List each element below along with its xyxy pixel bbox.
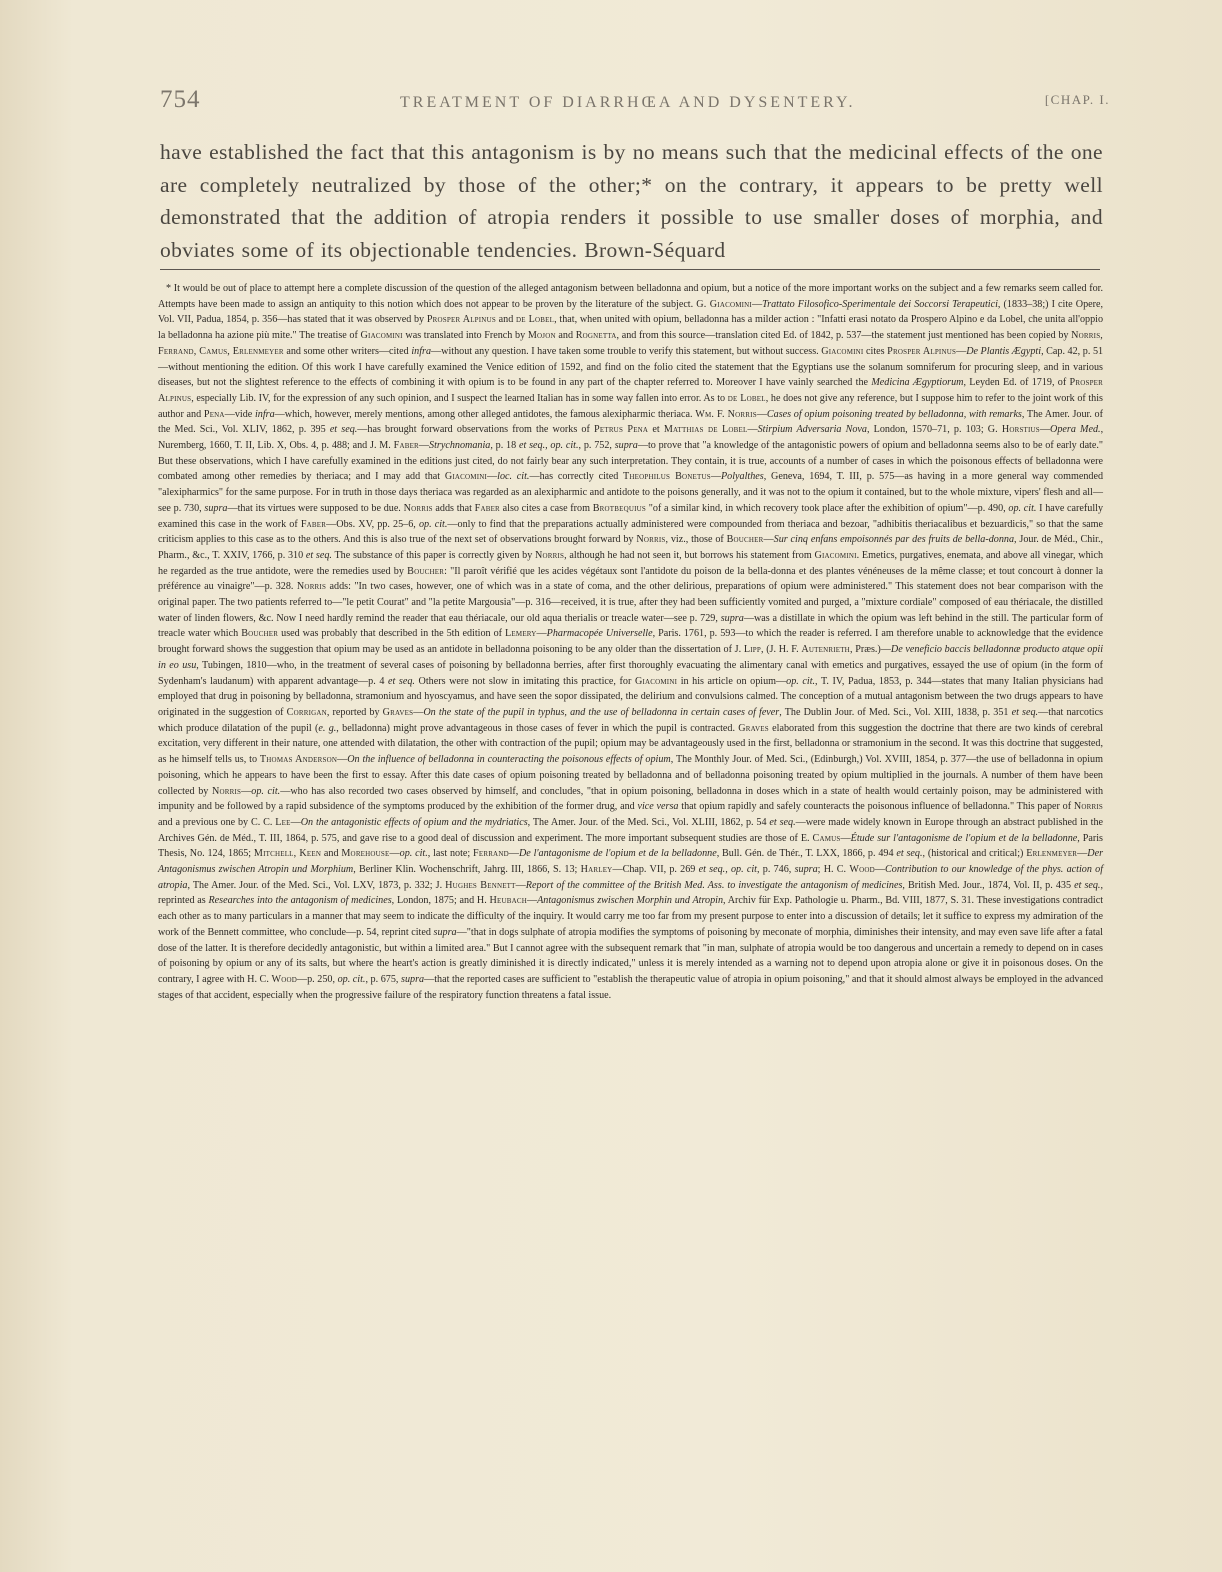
page-header <box>160 86 1110 126</box>
main-paragraph: have established the fact that this antagonism is by no means such that the medicinal effects of the one are completely neutralized by those of the other;* on the contrary, it appears to be pretty well demonstrated that the addition of atropia renders it possible to use smaller doses of morphia, and obviates some of its objectionable tendencies. Brown-Séquard <box>160 140 1103 262</box>
chapter-marker: [CHAP. I. <box>1044 92 1110 107</box>
footnote <box>158 281 1103 1003</box>
footnote-separator <box>160 269 1100 270</box>
page-number: 754 <box>160 86 201 113</box>
footnote-paragraph: * It would be out of place to attempt here a complete discussion of the question of the alleged antagonism between belladonna and opium, but a notice of the more important works on the subject and a few remarks seem called for. Attempts have been made to assign an antiquity to this notion which does not appear to be proven by the literature of the subject. G. Giacomini—Trattato Filosofico-Sperimentale dei Soccorsi Terapeutici, (1833–38;) I cite Opere, Vol. VII, Padua, 1854, p. 356—has stated that it was observed by Prosper Alpinus and de Lobel, that, when united with opium, belladonna has a milder action : "Infatti erasi notato da Prospero Alpino e da Lobel, che unita all'oppio la belladonna ha azione più mite." The treatise of Giacomini was translated into French by Mojon and Rognetta, and from this source—translation cited Ed. of 1842, p. 537—the statement just mentioned has been copied by Norris, Ferrand, Camus, Erlenmeyer and some other writers—cited infra—without any question. I have taken some trouble to verify this statement, but without success. Giacomini cites Prosper Alpinus—De Plantis Ægypti, Cap. 42, p. 51—without mentioning the edition. Of this work I have carefully examined the Venice edition of 1592, and find on the folio cited the statement that the Egyptians use the solanum somniferum for procuring sleep, and in various diseases, but not the slightest reference to the effects of combining it with opium is to be found in any part of the chapter referred to. Moreover I have vainly searched the Medicina Ægyptiorum, Leyden Ed. of 1719, of Prosper Alpinus, especially Lib. IV, for the expression of any such opinion, and I suspect the learned Italian has in some way fallen into error. As to de Lobel, he does not give any reference, but I suppose him to refer to the joint work of this author and Pena—vide infra—which, however, merely mentions, among other alleged antidotes, the famous alexipharmic theriaca. Wm. F. Norris—Cases of opium poisoning treated by belladonna, with remarks, The Amer. Jour. of the Med. Sci., Vol. XLIV, 1862, p. 395 et seq.—has brought forward observations from the works of Petrus Pena et Matthias de Lobel—Stirpium Adversaria Nova, London, 1570–71, p. 103; G. Horstius—Opera Med., Nuremberg, 1660, T. II, Lib. X, Obs. 4, p. 488; and J. M. Faber—Strychnomania, p. 18 et seq., op. cit., p. 752, supra—to prove that "a knowledge of the antagonistic powers of opium and belladonna seems also to be of early date." But these observations, which I have carefully examined in the editions just cited, do not fairly bear any such interpretation. They contain, it is true, accounts of a number of cases in which the poisonous effects of belladonna were combated among other remedies by theriaca; and I may add that Giacomini—loc. cit.—has correctly cited Theophilus Bonetus—Polyalthes, Geneva, 1694, T. III, p. 575—as having in a more general way commended "alexipharmics" for the same purpose. For in truth in those days theriaca was regarded as an alexipharmic and antidote to the poisons generally, and it was not to the opium it contained, but to the whole mixture, vipers' flesh and all—see p. 730, supra—that its virtues were supposed to be due. Norris adds that Faber also cites a case from Brotbequius "of a similar kind, in which recovery took place after the exhibition of opium"—p. 490, op. cit. I have carefully examined this case in the work of Faber—Obs. XV, pp. 25–6, op. cit.—only to find that the preparations actually administered were compounded from theriaca and bezoar, "adhibitis theriacalibus et bezuardicis," so that the same criticism applies to this case as to the others. And this is also true of the next set of observations brought forward by Norris, viz., those of Boucher—Sur cinq enfans empoisonnés par des fruits de bella-donna, Jour. de Méd., Chir., Pharm., &c., T. XXIV, 1766, p. 310 et seq. The substance of this paper is correctly given by Norris, although he had not seen it, but borrows his statement from Giacomini. Emetics, purgatives, enemata, and above all vinegar, which he regarded as the true antidote, were the remedies used by Boucher: "Il paroît vérifié que les acides végétaux sont l'antidote du poison de la bella-donna et des plantes vénéneuses de la même classe; et tout concourt à donner la préférence au vinaigre"—p. 328. Norris adds: "In two cases, however, one of which was in a state of coma, and the other delirious, preparations of opium were administered." This statement does not bear comparison with the original paper. The two patients referred to—"le petit Courat" and "la petite Margousia"—p. 316—received, it is true, after they had been sufficiently vomited and purged, a "mixture cordiale" composed of eau thériacale, the distilled water of linden flowers, &c. Now I need hardly remind the reader that eau thériacale, our old aqua therialis or treacle water—see p. 729, supra—was a distillate in which the opium was left behind in the still. The particular form of treacle water which Boucher used was probably that described in the 5th edition of Lemery—Pharmacopée Universelle, Paris. 1761, p. 593—to which the reader is referred. I am therefore unable to acknowledge that the evidence brought forward shows the suggestion that opium may be used as an antidote in belladonna poisoning to be any older than the dissertation of J. Lipp, (J. H. F. Autenrieth, Præs.)—De veneficio baccis belladonnæ producto atque opii in eo usu, Tubingen, 1810—who, in the treatment of several cases of poisoning by belladonna berries, after first thoroughly evacuating the alimentary canal with emetics and purgatives, essayed the use of opium (in the form of Sydenham's laudanum) with apparent advantage—p. 4 et seq. Others were not slow in imitating this practice, for Giacomini in his article on opium—op. cit., T. IV, Padua, 1853, p. 344—states that many Italian physicians had employed that drug in poisoning by belladonna, stramonium and hyoscyamus, and have seen the sopor dissipated, the delirium and convulsions calmed. The conception of a mutual antagonism between the two drugs appears to have originated in the suggestion of Corrigan, reported by Graves—On the state of the pupil in typhus, and the use of belladonna in certain cases of fever, The Dublin Jour. of Med. Sci., Vol. XIII, 1838, p. 351 et seq.—that narcotics which produce dilatation of the pupil (e. g., belladonna) might prove advantageous in those cases of fever in which the pupil is contracted. Graves elaborated from this suggestion the doctrine that there are two kinds of cerebral excitation, very different in their nature, one attended with dilatation, the other with contraction of the pupil; opium may be advantageously used in the first, belladonna or stramonium in the second. It was this doctrine that suggested, as he himself tells us, to Thomas Anderson—On the influence of belladonna in counteracting the poisonous effects of opium, The Monthly Jour. of Med. Sci., (Edinburgh,) Vol. XVIII, 1854, p. 377—the use of belladonna in opium poisoning, which he appears to have been the first to essay. After this date cases of opium poisoning treated by belladonna and of belladonna poisoning treated by opium multiplied in the journals. A number of them have been collected by Norris—op. cit.—who has also recorded two cases observed by himself, and concludes, "that in opium poisoning, belladonna in doses which in a state of health would certainly poison, may be administered with impunity and be followed by a rapid subsidence of the symptoms produced by the exhibition of the former drug, and vice versa that opium rapidly and safely counteracts the poisonous influence of belladonna." This paper of Norris and a previous one by C. C. Lee—On the antagonistic effects of opium and the mydriatics, The Amer. Jour. of the Med. Sci., Vol. XLIII, 1862, p. 54 et seq.—were made widely known in Europe through an abstract published in the Archives Gén. de Méd., T. III, 1864, p. 575, and gave rise to a good deal of discussion and experiment. The more important subsequent studies are those of E. Camus—Étude sur l'antagonisme de l'opium et de la belladonne, Paris Thesis, No. 124, 1865; Mitchell, Keen and Morehouse—op. cit., last note; Ferrand—De l'antagonisme de l'opium et de la belladonne, Bull. Gén. de Thér., T. LXX, 1866, p. 494 et seq., (historical and critical;) Erlenmeyer—Der Antagonismus zwischen Atropin und Morphium, Berliner Klin. Wochenschrift, Jahrg. III, 1866, S. 13; Harley—Chap. VII, p. 269 et seq., op. cit, p. 746, supra; H. C. Wood—Contribution to our knowledge of the phys. action of atropia, The Amer. Jour. of the Med. Sci., Vol. LXV, 1873, p. 332; J. Hughes Bennett—Report of the committee of the British Med. Ass. to investigate the antagonism of medicines, British Med. Jour., 1874, Vol. II, p. 435 et seq., reprinted as Researches into the antagonism of medicines, London, 1875; and H. Heubach—Antagonismus zwischen Morphin und Atropin, Archiv für Exp. Pathologie u. Pharm., Bd. VIII, 1877, S. 31. These investigations contradict each other as to many particulars in a manner that may seem to indicate the difficulty of the inquiry. It would carry me too far from my present purpose to enter into a discussion of details; let it suffice to express my admiration of the work of the Bennett committee, who conclude—p. 54, reprint cited supra—"that in dogs sulphate of atropia modifies the symptoms of poisoning by meconate of morphia, diminishes their intensity, and may even save life after a fatal dose of the latter. It is therefore decidedly antagonistic, but within a limited area." But I cannot agree with the subsequent remark that "in man, sulphate of atropia would be too dangerous and uncertain a remedy to depend on in cases of poisoning by opium or any of its salts, but where the heart's action is greatly diminished it is directly indicated," unless it is merely intended as a warning not to depend upon atropia alone or give it in poisonous doses. On the contrary, I agree with H. C. Wood—p. 250, op. cit., p. 675, supra—that the reported cases are sufficient to "establish the therapeutic value of atropia in opium poisoning," and that it should almost always be employed in the advanced stages of that accident, especially when the progressive failure of the respiratory function threatens a fatal issue. <box>158 283 1104 1001</box>
running-title: TREATMENT OF DIARRHŒA AND DYSENTERY. <box>400 94 856 111</box>
